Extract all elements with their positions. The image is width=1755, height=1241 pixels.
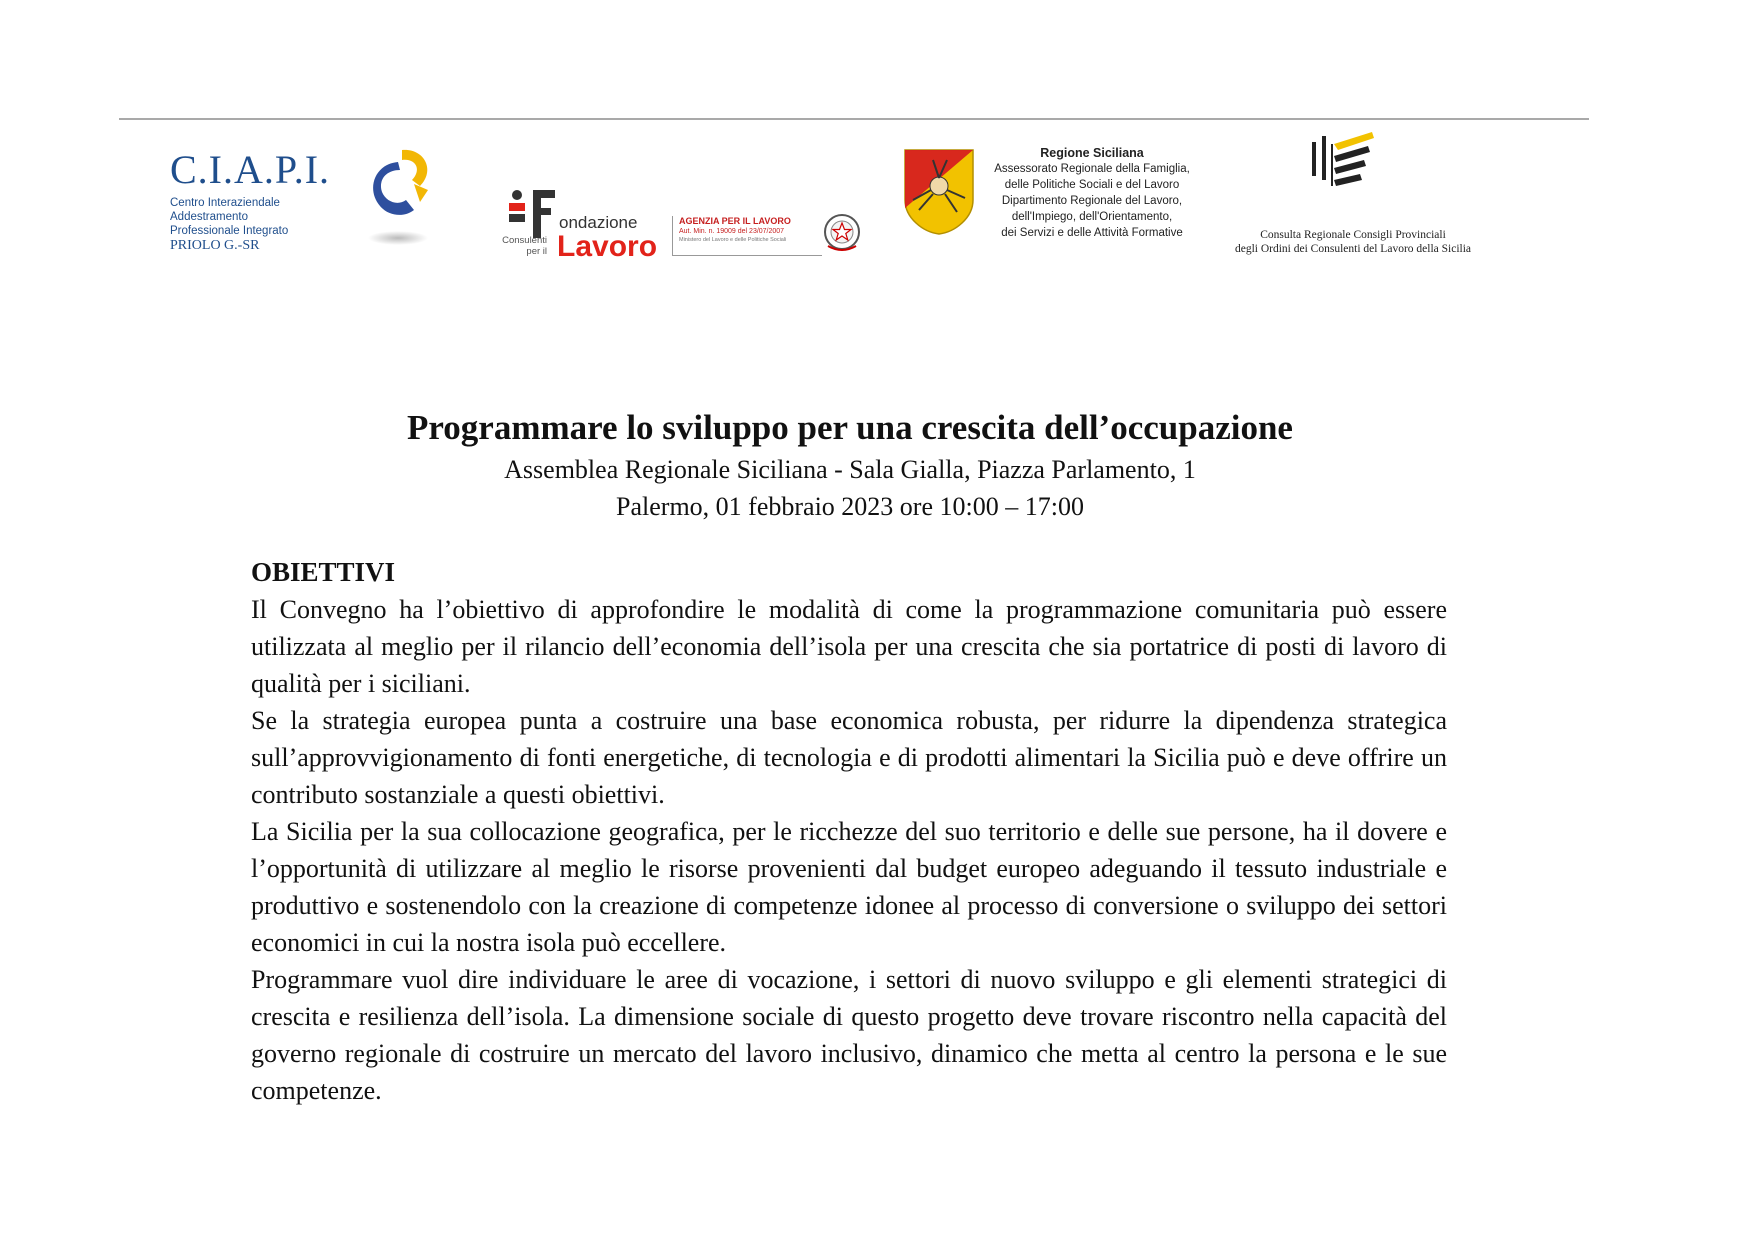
regione-siciliana-text — [982, 146, 1202, 246]
regione-line: delle Politiche Sociali e del Lavoro — [1004, 179, 1180, 191]
ciapi-line: Centro Interaziendale — [170, 197, 280, 209]
paragraph: La Sicilia per la sua collocazione geografica, per le ricchezze del suo territorio e delle sue persone, ha il dovere e l’opportunità di utilizzare al meglio le risorse provenienti dal budget europeo adeguando il tessuto industriale e produttivo e sostenendolo con la creazione di competenze idonee al processo di conversione o sviluppo dei settori economici in cui la nostra isola può eccellere. — [251, 817, 1447, 957]
italian-emblem-icon — [822, 210, 862, 254]
event-datetime: Palermo, 01 febbraio 2023 ore 10:00 – 17:00 — [616, 492, 1084, 521]
regione-title: Regione Siciliana — [1040, 146, 1144, 160]
event-venue: Assemblea Regionale Siciliana - Sala Gialla, Piazza Parlamento, 1 — [504, 455, 1196, 484]
consulenti-line: Consulenti — [502, 235, 547, 246]
fondazione-text: ondazione — [559, 213, 638, 232]
agenzia-title: AGENZIA PER IL LAVORO — [679, 216, 791, 226]
regione-line: dell'Impiego, dell'Orientamento, — [1011, 211, 1173, 223]
paragraph: Programmare vuol dire individuare le aree di vocazione, i settori di nuovo sviluppo e gli elementi strategici di crescita e resilienza dell’isola. La dimensione sociale di questo progetto deve trovare riscontro nella capacità del governo regionale di costruire un mercato del lavoro inclusivo, dinamico che metta al centro la persona e le sue competenze. — [251, 965, 1447, 1105]
section-title: OBIETTIVI — [251, 557, 396, 587]
consulenti-text — [495, 235, 547, 257]
agenzia-lavoro-label — [672, 216, 822, 256]
regione-line: dei Servizi e delle Attività Formative — [1001, 227, 1183, 239]
objectives-section — [251, 554, 1447, 1109]
regione-line: Assessorato Regionale della Famiglia, — [994, 163, 1190, 175]
consulta-line: Consulta Regionale Consigli Provinciali — [1260, 229, 1446, 241]
ciapi-swirl-icon — [362, 142, 438, 254]
agenzia-authorization: Aut. Min. n. 19009 del 23/07/2007 — [679, 228, 785, 235]
event-heading — [0, 405, 1700, 525]
ciapi-line: Professionale Integrato — [170, 225, 289, 237]
consulenti-line: per il — [526, 246, 547, 257]
ciapi-city: PRIOLO G.-SR — [170, 238, 260, 253]
paragraph: Il Convegno ha l’obiettivo di approfondire le modalità di come la programmazione comunitaria può essere utilizzata al meglio per il rilancio dell’economia dell’isola per una crescita che sia portatrice di posti di lavoro di qualità per i siciliani. — [251, 595, 1447, 698]
ciapi-logo-title: C.I.A.P.I. — [170, 147, 331, 192]
regione-line: Dipartimento Regionale del Lavoro, — [1001, 195, 1183, 207]
lavoro-text: Lavoro — [557, 230, 658, 263]
consulta-text — [1218, 228, 1488, 256]
paragraph: Se la strategia europea punta a costruire una base economica robusta, per ridurre la dipendenza strategica sull’approvvigionamento di fonti energetiche, di tecnologia e di prodotti alimentari la Sicilia può e deve offrire un contributo sostanziale a questi obiettivi. — [251, 706, 1447, 809]
consulta-logo-icon — [1308, 122, 1388, 208]
consulta-line: degli Ordini dei Consulenti del Lavoro della Sicilia — [1234, 243, 1472, 255]
fondazione-figure-icon — [507, 188, 557, 240]
regione-siciliana-emblem-icon — [903, 148, 975, 236]
event-title: Programmare lo sviluppo per una crescita dell’occupazione — [407, 408, 1293, 447]
agenzia-ministry: Ministero del Lavoro e delle Politiche Sociali — [679, 237, 787, 243]
header-rule — [119, 118, 1589, 120]
fondazione-lavoro-logo — [495, 180, 665, 262]
ciapi-line: Addestramento — [170, 211, 248, 223]
